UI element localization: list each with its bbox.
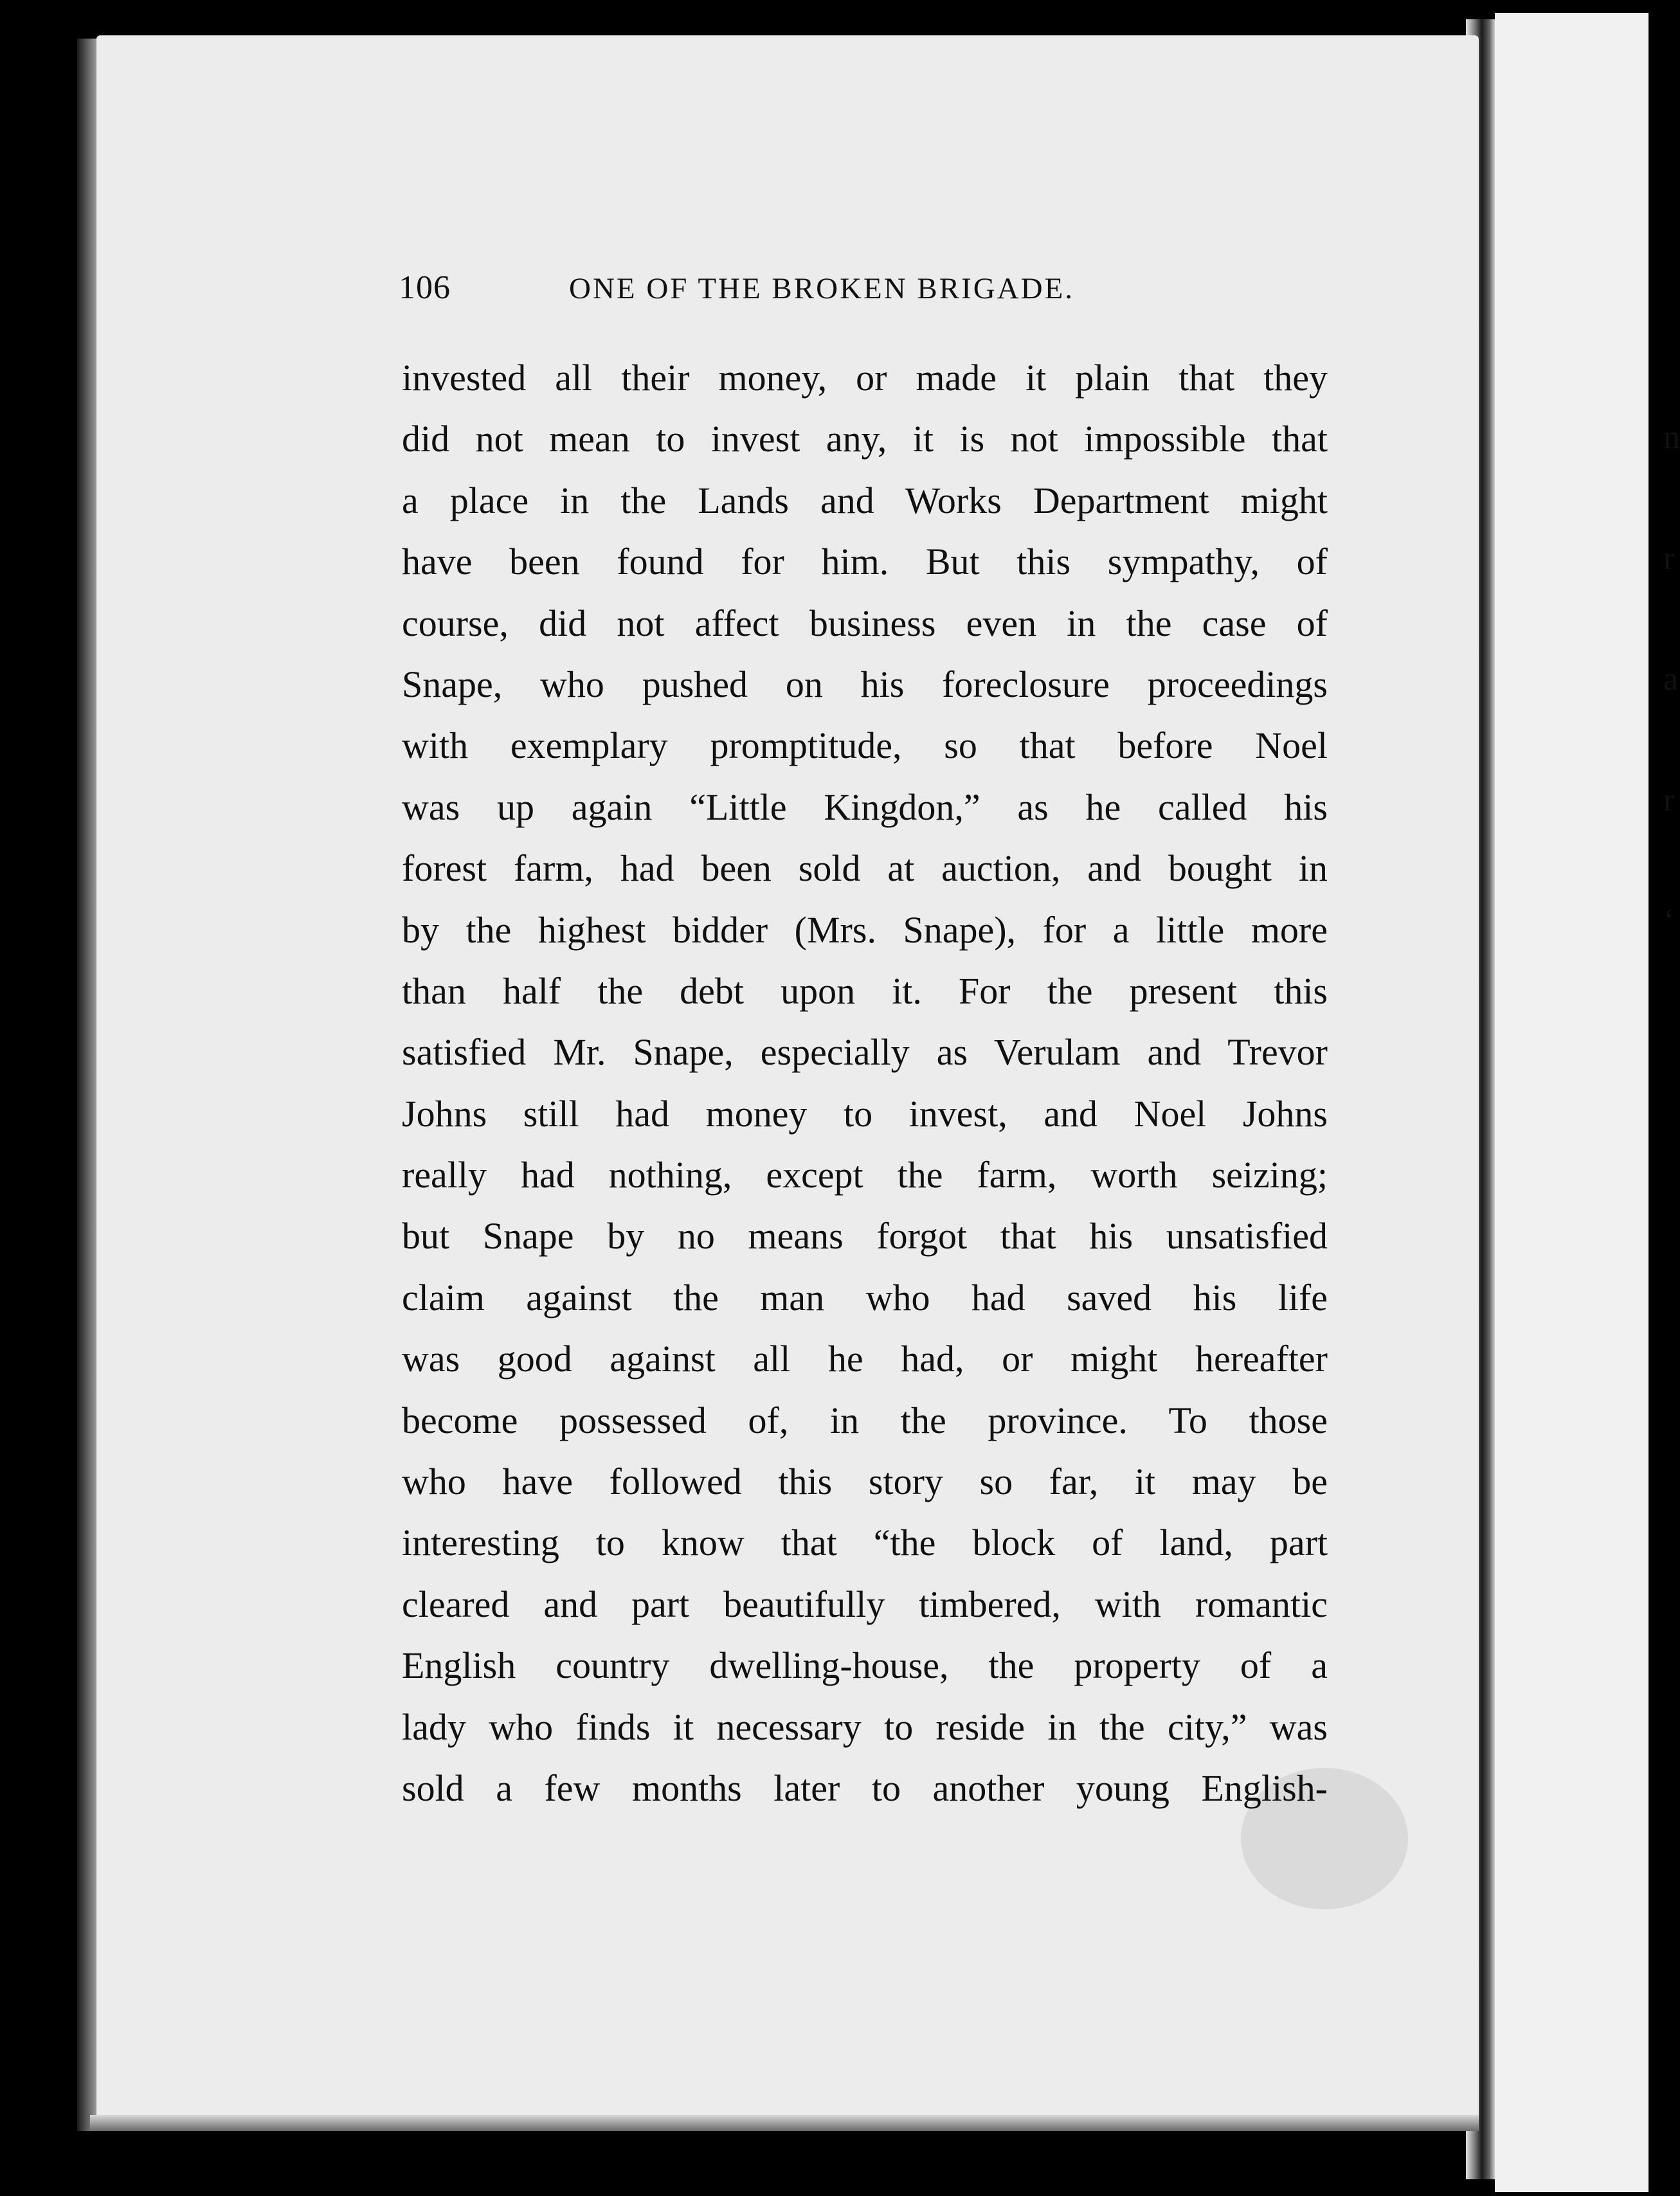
facing-page — [1495, 13, 1648, 2192]
fragment: a — [1663, 661, 1679, 698]
fragment: n — [1663, 419, 1680, 456]
text-line: who have followed this story so far, it may be — [402, 1461, 1328, 1503]
text-line: really had nothing, except the farm, worth seizing; — [402, 1154, 1328, 1196]
running-title: ONE OF THE BROKEN BRIGADE. — [569, 272, 1075, 305]
text-line: satisfied Mr. Snape, especially as Verulam and Trevor — [402, 1031, 1328, 1074]
fragment: r — [1663, 540, 1675, 577]
page-bottom-edge — [90, 2115, 1479, 2131]
text-line: than half the debt upon it. For the present this — [402, 969, 1328, 1012]
text-line: Snape, who pushed on his foreclosure proceedings — [402, 663, 1328, 705]
text-line: forest farm, had been sold at auction, and bought in — [402, 847, 1328, 890]
text-line: cleared and part beautifully timbered, with romantic — [402, 1583, 1328, 1625]
text-line: was good against all he had, or might hereafter — [402, 1338, 1328, 1380]
page-number: 106 — [399, 269, 451, 306]
body-text — [402, 347, 1328, 1819]
text-line: did not mean to invest any, it is not impossible that — [402, 418, 1328, 460]
fragment: r — [1663, 782, 1675, 818]
text-line: interesting to know that “the block of land, part — [402, 1522, 1328, 1564]
text-line: a place in the Lands and Works Department might — [402, 479, 1328, 521]
facing-page-text-fragments — [1630, 347, 1680, 1012]
text-line: English country dwelling-house, the property of a — [402, 1644, 1328, 1687]
fragment: ‘ — [1663, 903, 1675, 939]
text-line: by the highest bidder (Mrs. Snape), for a little more — [402, 908, 1328, 951]
text-line: Johns still had money to invest, and Noel Johns — [402, 1092, 1328, 1135]
text-line: have been found for him. But this sympathy, of — [402, 541, 1328, 583]
running-header — [399, 269, 1170, 320]
text-line: invested all their money, or made it plain that they — [402, 357, 1328, 399]
text-line: was up again “Little Kingdon,” as he called his — [402, 786, 1328, 828]
text-line: become possessed of, in the province. To those — [402, 1399, 1328, 1441]
text-line: sold a few months later to another young English- — [402, 1767, 1328, 1809]
text-line: but Snape by no means forgot that his unsatisfied — [402, 1215, 1328, 1257]
text-line: lady who finds it necessary to reside in the city,” was — [402, 1706, 1328, 1748]
text-line: course, did not affect business even in the case of — [402, 602, 1328, 644]
text-line: claim against the man who had saved his life — [402, 1276, 1328, 1318]
text-line: with exemplary promptitude, so that before Noel — [402, 724, 1328, 767]
